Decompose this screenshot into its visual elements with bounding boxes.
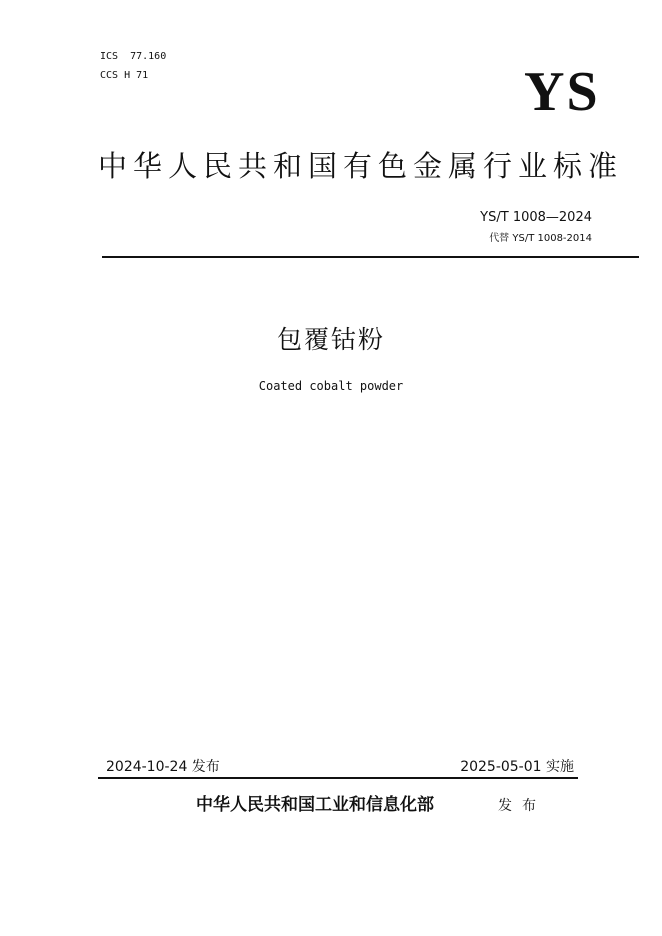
footer-divider: [98, 777, 578, 779]
document-title: 包覆钴粉: [276, 325, 385, 354]
effective-date: 2025-05-01 实施: [460, 759, 574, 775]
ics-code: ICS 77.160: [100, 51, 167, 62]
header-divider: [102, 256, 639, 258]
issue-label: 发布: [498, 798, 546, 814]
replaces-standard: 代替 YS/T 1008-2014: [489, 233, 592, 244]
ys-logo: YS: [524, 61, 600, 123]
issuing-authority: 中华人民共和国工业和信息化部: [196, 795, 434, 815]
org-title: 中华人民共和国有色金属行业标准: [98, 149, 624, 183]
document-title-english: Coated cobalt powder: [258, 379, 404, 393]
standard-number: YS/T 1008—2024: [480, 210, 592, 225]
ccs-code: CCS H 71: [100, 70, 149, 81]
issue-date: 2024-10-24 发布: [106, 759, 220, 775]
